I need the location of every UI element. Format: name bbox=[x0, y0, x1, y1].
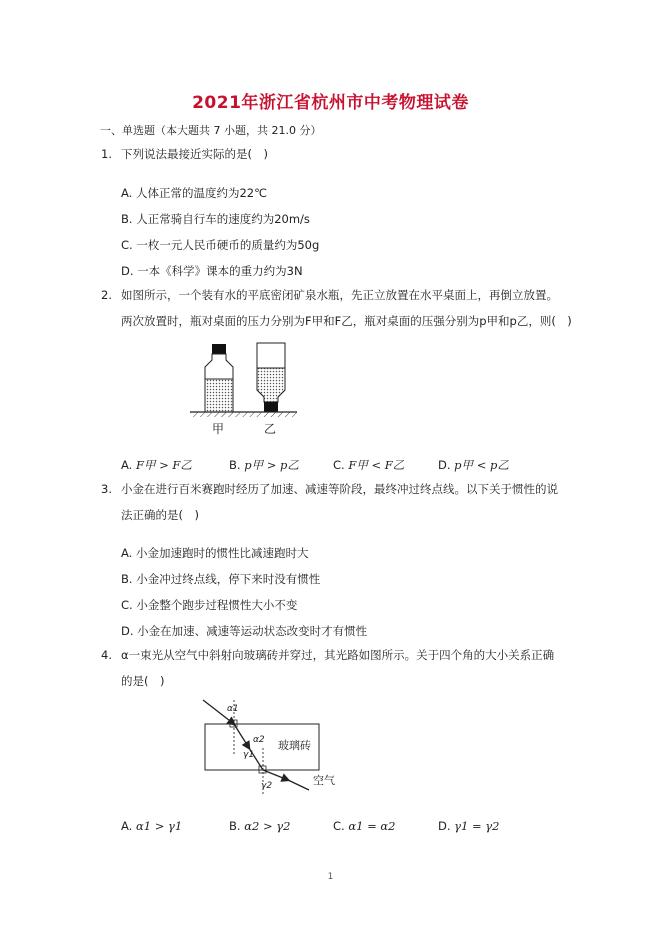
question-1-option-d bbox=[121, 263, 303, 279]
option-letter: C. bbox=[121, 238, 133, 252]
glass-label: 玻璃砖 bbox=[278, 739, 311, 752]
option-letter: D. bbox=[438, 819, 451, 833]
option-text: 人正常骑自行车的速度约为20m/s bbox=[136, 212, 310, 226]
option-text: 一本《科学》课本的重力约为3N bbox=[137, 264, 303, 278]
option-text: 小金在加速、减速等运动状态改变时才有惯性 bbox=[137, 624, 368, 638]
question-4-option-d bbox=[438, 819, 500, 833]
question-2-number: 2. bbox=[101, 288, 112, 302]
emergent-ray bbox=[288, 780, 309, 790]
option-text: p甲 > p乙 bbox=[244, 458, 299, 472]
bottle-cap bbox=[264, 402, 278, 412]
option-letter: D. bbox=[438, 458, 451, 472]
emergent-ray bbox=[263, 770, 288, 780]
question-4-number: 4. bbox=[101, 648, 112, 662]
question-4-option-c bbox=[333, 819, 395, 833]
question-2-option-d bbox=[438, 457, 509, 473]
question-3-stem-line-2: 法正确的是( ) bbox=[121, 508, 199, 522]
option-text: α2 > γ2 bbox=[244, 819, 291, 833]
option-text: 小金整个跑步过程惯性大小不变 bbox=[136, 598, 298, 612]
air-label: 空气 bbox=[313, 774, 335, 787]
angle-alpha1-label: α1 bbox=[227, 704, 239, 714]
question-3-option-d bbox=[121, 623, 367, 639]
option-letter: B. bbox=[121, 212, 133, 226]
option-letter: C. bbox=[121, 598, 133, 612]
option-text: F甲 < F乙 bbox=[348, 458, 405, 472]
option-text: 一枚一元人民币硬币的质量约为50g bbox=[136, 238, 320, 252]
question-3-option-a bbox=[121, 545, 308, 561]
question-3-option-b bbox=[121, 571, 320, 587]
option-letter: A. bbox=[121, 458, 133, 472]
option-letter: A. bbox=[121, 186, 133, 200]
option-text: α1 = α2 bbox=[348, 819, 396, 833]
table-hatch bbox=[190, 412, 297, 417]
question-3-stem-line-1: 小金在进行百米赛跑时经历了加速、减速等阶段，最终冲过终点线。以下关于惯性的说 bbox=[121, 482, 558, 496]
option-letter: C. bbox=[333, 458, 345, 472]
option-text: p甲 < p乙 bbox=[454, 458, 509, 472]
angle-alpha2-label: α2 bbox=[253, 735, 265, 745]
water-fill bbox=[205, 379, 233, 412]
question-1-number: 1. bbox=[101, 147, 112, 161]
option-letter: B. bbox=[229, 458, 241, 472]
label-jia: 甲 bbox=[212, 422, 225, 436]
section-heading: 一、单选题（本大题共 7 小题，共 21.0 分） bbox=[100, 124, 322, 137]
question-4-option-a bbox=[121, 819, 182, 833]
question-3-option-c bbox=[121, 597, 297, 613]
page-number: 1 bbox=[327, 872, 334, 882]
water-fill bbox=[257, 368, 285, 402]
angle-gamma1-label: γ1 bbox=[243, 750, 255, 760]
option-text: α1 > γ1 bbox=[135, 819, 183, 833]
option-letter: A. bbox=[121, 819, 133, 833]
question-1-option-b bbox=[121, 211, 310, 227]
option-letter: C. bbox=[333, 819, 345, 833]
label-yi: 乙 bbox=[264, 422, 277, 436]
option-letter: D. bbox=[121, 264, 134, 278]
question-4-stem-line-1: α一束光从空气中斜射向玻璃砖并穿过，其光路如图所示。关于四个角的大小关系正确 bbox=[121, 648, 555, 662]
option-text: γ1 = γ2 bbox=[454, 819, 500, 833]
bottles-figure bbox=[185, 340, 300, 440]
question-2-option-b bbox=[229, 457, 299, 473]
option-letter: A. bbox=[121, 546, 133, 560]
option-letter: B. bbox=[121, 572, 133, 586]
option-letter: D. bbox=[121, 624, 134, 638]
question-2-stem-line-1: 如图所示，一个装有水的平底密闭矿泉水瓶，先正立放置在水平桌面上，再倒立放置。 bbox=[121, 288, 558, 302]
option-text: 小金加速跑时的惯性比减速跑时大 bbox=[135, 546, 309, 560]
refraction-figure bbox=[195, 690, 360, 795]
option-letter: B. bbox=[229, 819, 241, 833]
question-2-option-c bbox=[333, 457, 404, 473]
option-text: F甲 > F乙 bbox=[135, 458, 192, 472]
question-4-option-b bbox=[229, 819, 290, 833]
question-2-option-a bbox=[121, 457, 192, 473]
question-3-number: 3. bbox=[101, 482, 112, 496]
paper-title: 2021年浙江省杭州市中考物理试卷 bbox=[192, 93, 469, 113]
question-1-option-c bbox=[121, 237, 319, 253]
bottle-cap bbox=[212, 344, 226, 354]
question-4-stem-line-2: 的是( ) bbox=[121, 674, 165, 688]
question-2-stem-line-2: 两次放置时，瓶对桌面的压力分别为F甲和F乙，瓶对桌面的压强分别为p甲和p乙，则( ) bbox=[121, 314, 572, 328]
option-text: 小金冲过终点线，停下来时没有惯性 bbox=[136, 572, 321, 586]
option-text: 人体正常的温度约为22℃ bbox=[135, 186, 268, 200]
question-1-stem: 下列说法最接近实际的是( ) bbox=[121, 147, 268, 161]
question-1-option-a bbox=[121, 185, 267, 201]
angle-gamma2-label: γ2 bbox=[261, 781, 273, 791]
